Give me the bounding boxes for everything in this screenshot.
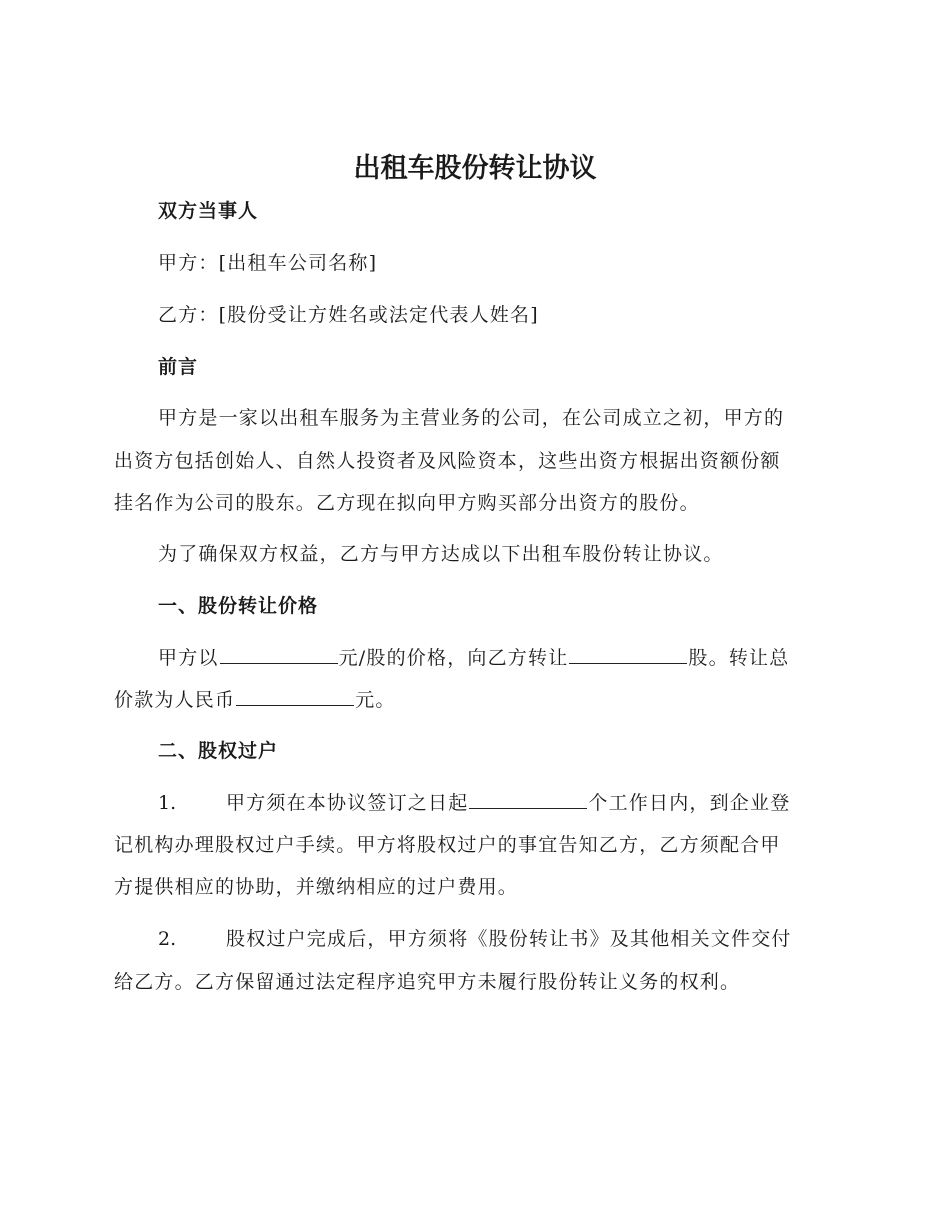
party-a-line: 甲方：[出租车公司名称] <box>158 252 378 274</box>
party-b-line: 乙方：[股份受让方姓名或法定代表人姓名] <box>158 304 539 326</box>
section2-item1-line1 <box>158 782 880 824</box>
preamble-heading: 前言 <box>158 356 199 378</box>
preamble-p1-line1: 甲方是一家以出租车服务为主营业务的公司，在公司成立之初，甲方的 <box>158 407 785 429</box>
preamble-p2: 为了确保双方权益，乙方与甲方达成以下出租车股份转让协议。 <box>158 543 724 565</box>
item1-number: 1. <box>158 792 177 814</box>
section1-line2 <box>114 679 836 721</box>
item2-text-a: 股权过户完成后，甲方须将《股份转让书》及其他相关文件交付 <box>226 928 792 950</box>
price-text-b: 元/股的价格，向乙方转让 <box>338 647 569 669</box>
total-text-a: 价款为人民币 <box>114 689 236 711</box>
section2-item1-line2: 记机构办理股权过户手续。甲方将股权过户的事宜告知乙方，乙方须配合甲 <box>114 834 781 856</box>
total-price-blank <box>236 687 354 706</box>
preamble-p1-line2: 出资方包括创始人、自然人投资者及风险资本，这些出资方根据出资额份额 <box>114 450 781 472</box>
section1-heading: 一、股份转让价格 <box>158 595 319 617</box>
item1-text-b: 个工作日内，到企业登 <box>588 792 791 814</box>
total-text-b: 元。 <box>355 689 396 711</box>
share-count-blank <box>569 645 687 664</box>
item2-number: 2. <box>158 928 177 950</box>
workdays-blank <box>469 790 587 809</box>
section1-line1 <box>158 637 880 679</box>
section2-heading: 二、股权过户 <box>158 740 279 762</box>
document-title: 出租车股份转让协议 <box>353 153 597 184</box>
section2-item2-line1 <box>158 918 880 960</box>
preamble-p1-line3: 挂名作为公司的股东。乙方现在拟向甲方购买部分出资方的股份。 <box>114 492 700 514</box>
price-text-c: 股。转让总 <box>688 647 790 669</box>
section2-item1-line3: 方提供相应的协助，并缴纳相应的过户费用。 <box>114 876 519 898</box>
price-per-share-blank <box>220 645 338 664</box>
section2-item2-line2: 给乙方。乙方保留通过法定程序追究甲方未履行股份转让义务的权利。 <box>114 971 741 993</box>
item1-text-a: 甲方须在本协议签订之日起 <box>226 792 469 814</box>
price-text-a: 甲方以 <box>158 647 219 669</box>
parties-heading: 双方当事人 <box>158 200 259 222</box>
